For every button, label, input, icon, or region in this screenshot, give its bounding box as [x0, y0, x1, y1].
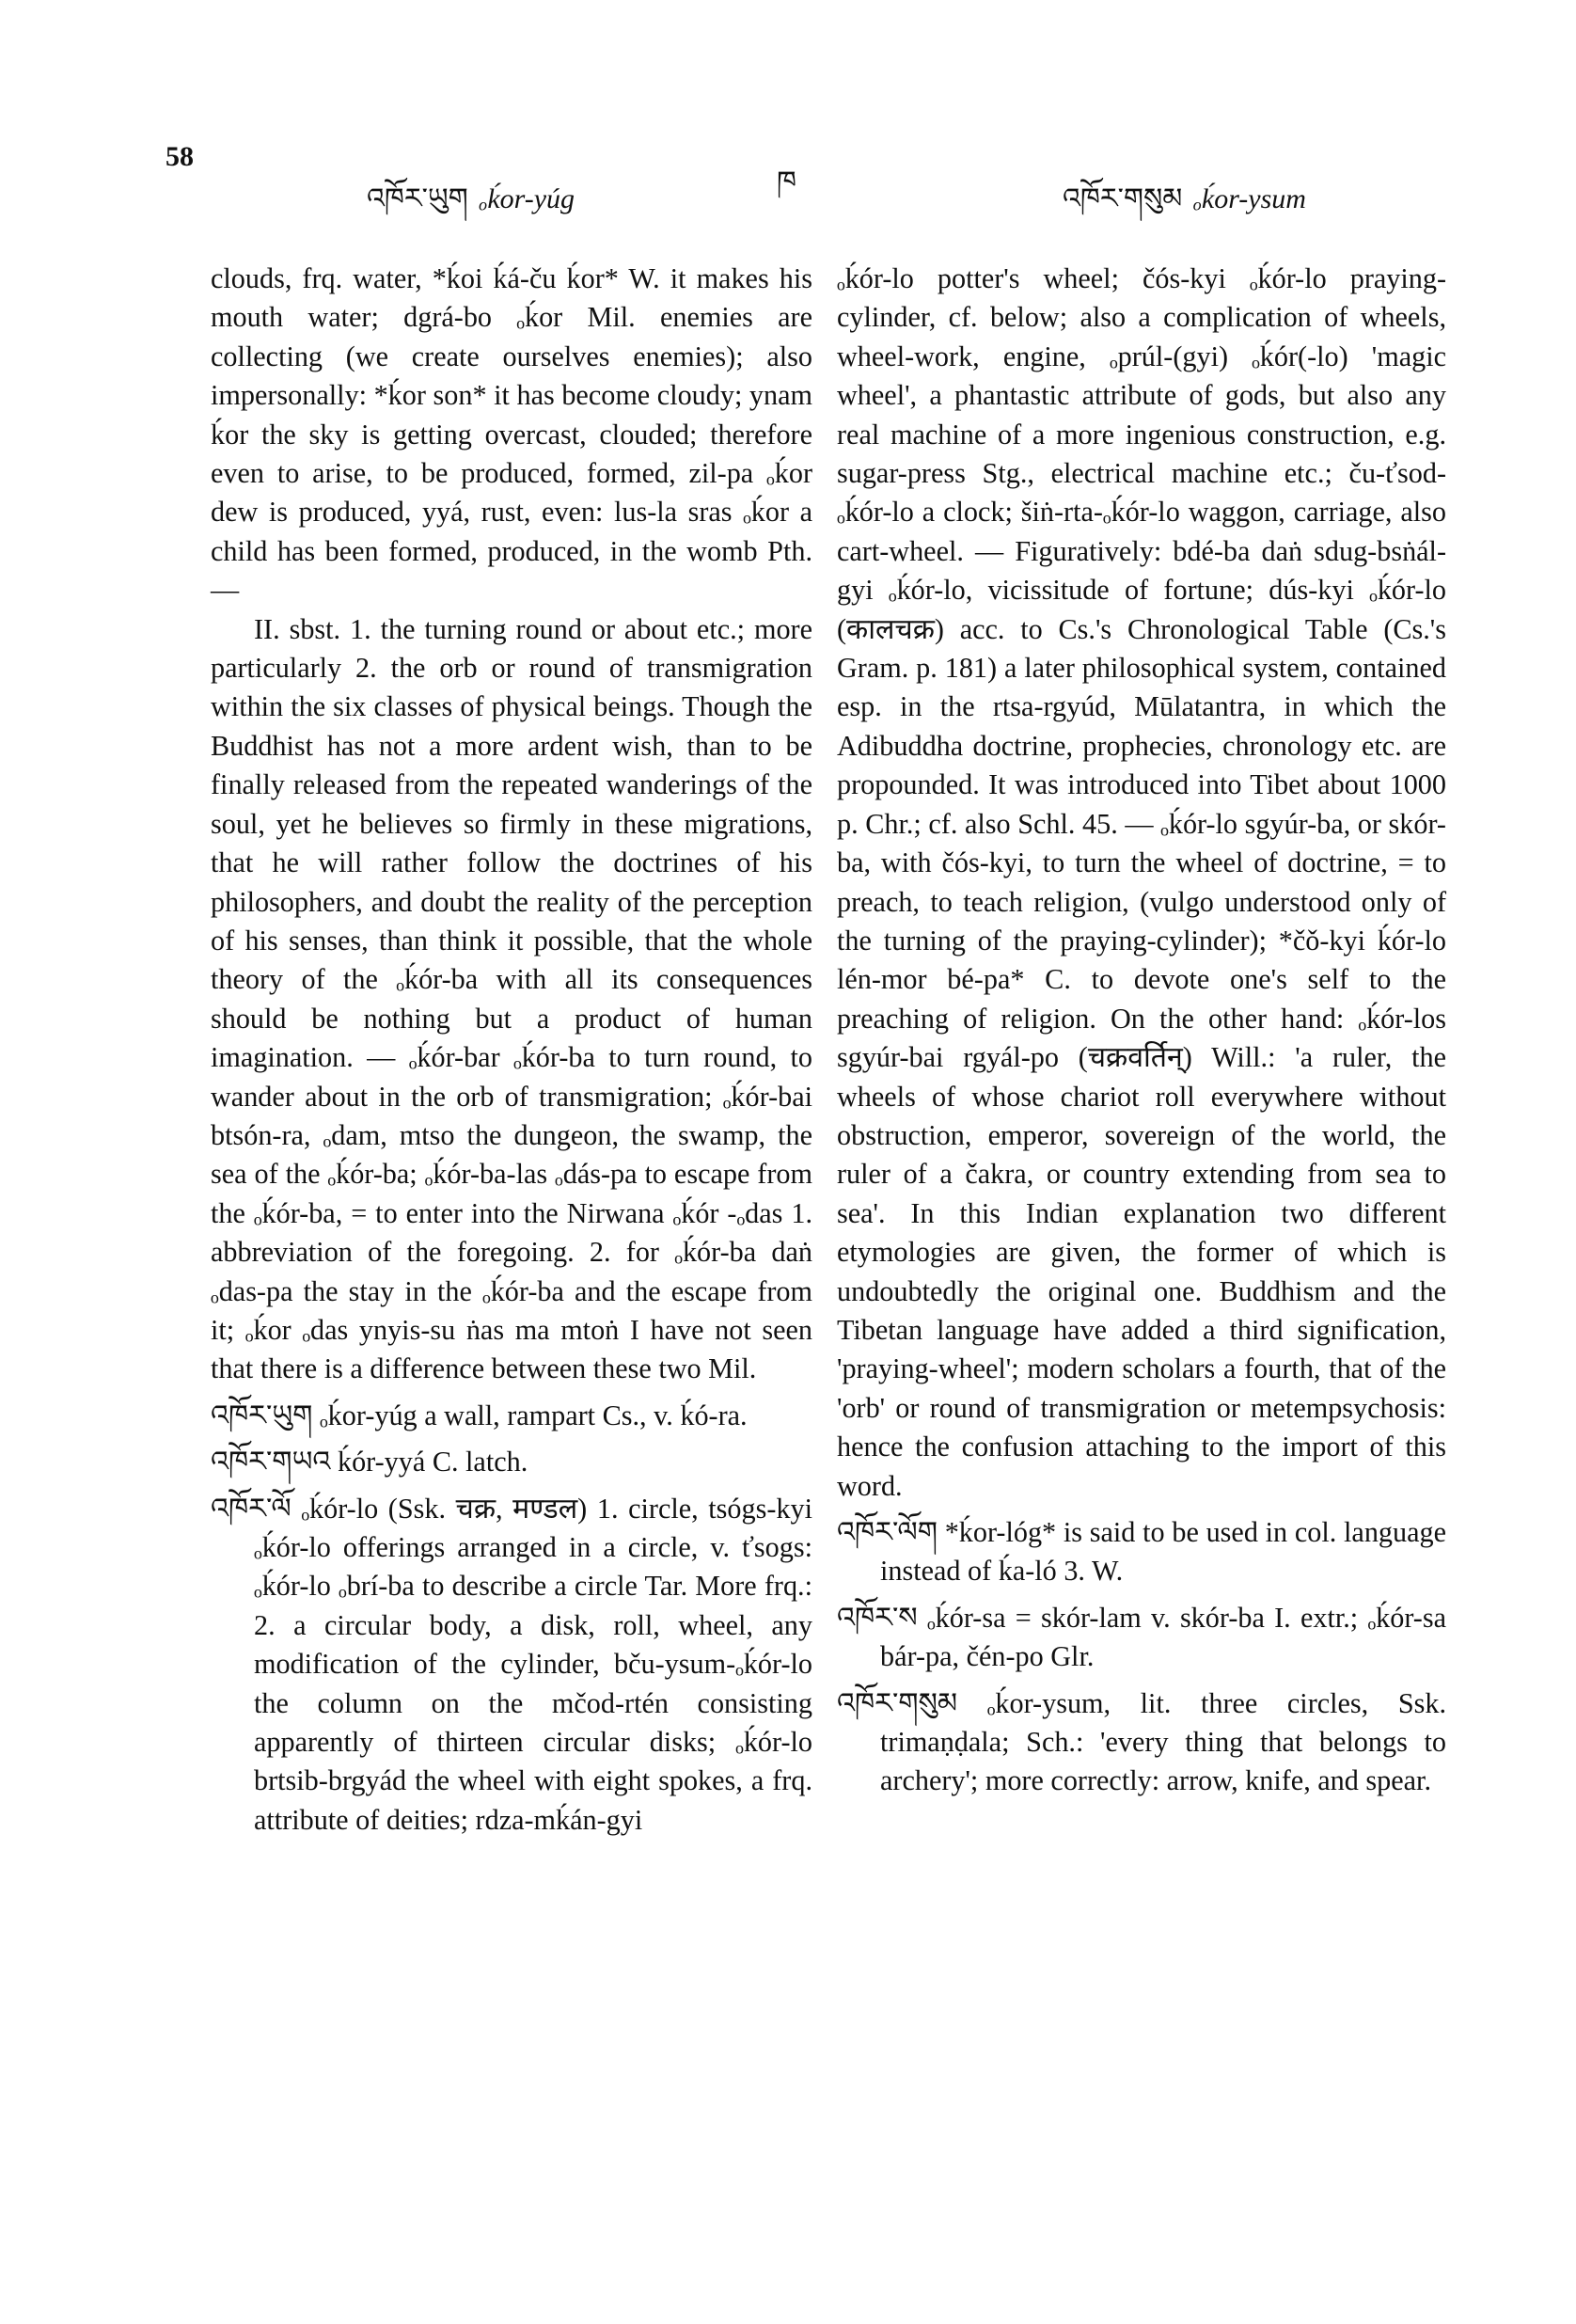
left-column: [211, 260, 812, 1840]
entry-continuation: clouds, frq. water, *ḱoi ḱá-ču ḱor* W. it makes his mouth water; dgrá-bo ₒḱor Mil. enemies are collecting (we create ourselves enemies); also impersonally: *ḱor son* it has become cloudy; ynam ḱor the sky is getting overcast, clouded; therefore even to arise, to be produced, formed, zil-pa ₒḱor dew is produced, yyá, rust, even: lus-la sras ₒḱor a child has been formed, produced, in the womb Pth. —: [211, 262, 812, 607]
dictionary-entry: འཁོར་ལོ ₒḱór-lo (Ssk. चक्र, मण्डल) 1. circle, tsógs-kyi ₒḱór-lo offerings arranged in a circle, v. ťsogs: ₒḱór-lo ₒbrí-ba to describe a circle Tar. More frq.: 2. a circular body, a disk, roll, wheel, any modification of the cylinder, bču-ysum-ₒḱór-lo the column on the mčod-rtén consisting apparently of thirteen circular disks; ₒḱór-lo brtsib-brgyád the wheel with eight spokes, a frq. attribute of deities; rdza-mḱán-gyi: [211, 1492, 812, 1836]
running-head-left: [367, 167, 575, 246]
running-head-right: [1063, 167, 1306, 246]
section-letter: [777, 150, 808, 229]
right-column: [837, 260, 1446, 1801]
dictionary-entry: འཁོར་ཡུག ₒḱor-yúg a wall, rampart Cs., v. ḱó-ra.: [211, 1399, 748, 1431]
entry-continuation: ₒḱór-lo potter's wheel; čós-kyi ₒḱór-lo praying-cylinder, cf. below; also a complication of wheels, wheel-work, engine, ₒprúl-(gyi) ₒḱór(-lo) 'magic wheel', a phantastic attribute of gods, but also any real machine of a more ingenious construction, e.g. sugar-press Stg., electrical machine etc.; ču-ťsod-ₒḱór-lo a clock; šiṅ-rta-ₒḱór-lo waggon, carriage, also cart-wheel. — Figuratively: bdé-ba daṅ sdug-bsṅál-gyi ₒḱór-lo, vicissitude of fortune; dús-kyi ₒḱór-lo (कालचक्र) acc. to Cs.'s Chronological Table (Cs.'s Gram. p. 181) a later philosophical system, contained esp. in the rtsa-rgyúd, Mūlatantra, in which the Adibuddha doctrine, prophecies, chronology etc. are propounded. It was introduced into Tibet about 1000 p. Chr.; cf. also Schl. 45. — ₒḱór-lo sgyúr-ba, or skór-ba, with čós-kyi, to turn the wheel of doctrine, = to preach, to teach religion, (vulgo understood only of the turning of the praying-cylinder); *čǒ-kyi ḱór-lo lén-mor bé-pa* C. to devote one's self to the preaching of religion. On the other hand: ₒḱór-los sgyúr-bai rgyál-po (चक्रवर्तिन्) Will.: 'a ruler, the wheels of whose chariot roll everywhere without obstruction, emperor, sovereign of the world, the ruler of a čakra, or country extending from sea to sea'. In this Indian explanation two different etymologies are given, the former of which is undoubtedly the original one. Buddhism and the Tibetan language have added a third signification, 'praying-wheel'; modern scholars a fourth, that of the 'orb' or round of transmigration or metempsychosis: hence the confusion attaching to the import of this word.: [837, 262, 1446, 1502]
entry-paragraph: II. sbst. 1. the turning round or about etc.; more particularly 2. the orb or round of transmigration within the six classes of physical beings. Though the Buddhist has not a more ardent wish, than to be finally released from the repeated wanderings of the soul, yet he believes so firmly in these migrations, that he will rather follow the doctrines of his philosophers, and doubt the reality of the perception of his senses, than think it possible, that the whole theory of the ₒḱór-ba with all its consequences should be nothing but a product of human imagination. — ₒḱór-bar ₒḱór-ba to turn round, to wander about in the orb of transmigration; ₒḱór-bai btsón-ra, ₒdam, mtso the dungeon, the swamp, the sea of the ₒḱór-ba; ₒḱór-ba-las ₒdás-pa to escape from the ₒḱór-ba, = to enter into the Nirwana ₒḱór -ₒdas 1. abbreviation of the foregoing. 2. for ₒḱór-ba daṅ ₒdas-pa the stay in the ₒḱór-ba and the escape from it; ₒḱor ₒdas ynyis-su ṅas ma mtoṅ I have not seen that there is a difference between these two Mil.: [211, 612, 812, 1385]
dictionary-entry: འཁོར་གསུམ ₒḱor-ysum, lit. three circles, Ssk. trimaṇḍala; Sch.: 'every thing that belongs to archery'; more correctly: arrow, knife, and spear.: [837, 1686, 1446, 1797]
running-head-right-tibetan: འཁོར་གསུམ: [1063, 182, 1183, 215]
dictionary-entry: འཁོར་ས ₒḱór-sa = skór-lam v. skór-ba I. extr.; ₒḱór-sa bár-pa, čén-po Glr.: [837, 1601, 1446, 1673]
dictionary-entry: འཁོར་ལོག *ḱor-lóg* is said to be used in col. language instead of ḱa-ló 3. W.: [837, 1516, 1446, 1588]
page-number: 58: [165, 141, 194, 172]
section-letter-tibetan: ཁ: [777, 166, 796, 198]
running-head-left-translit: ₒḱor-yúg: [479, 183, 575, 214]
running-head-right-translit: ₒḱor-ysum: [1193, 183, 1306, 214]
running-head-left-tibetan: འཁོར་ཡུག: [367, 182, 468, 215]
dictionary-entry: འཁོར་གཡའ ḱór-yyá C. latch.: [211, 1446, 528, 1478]
